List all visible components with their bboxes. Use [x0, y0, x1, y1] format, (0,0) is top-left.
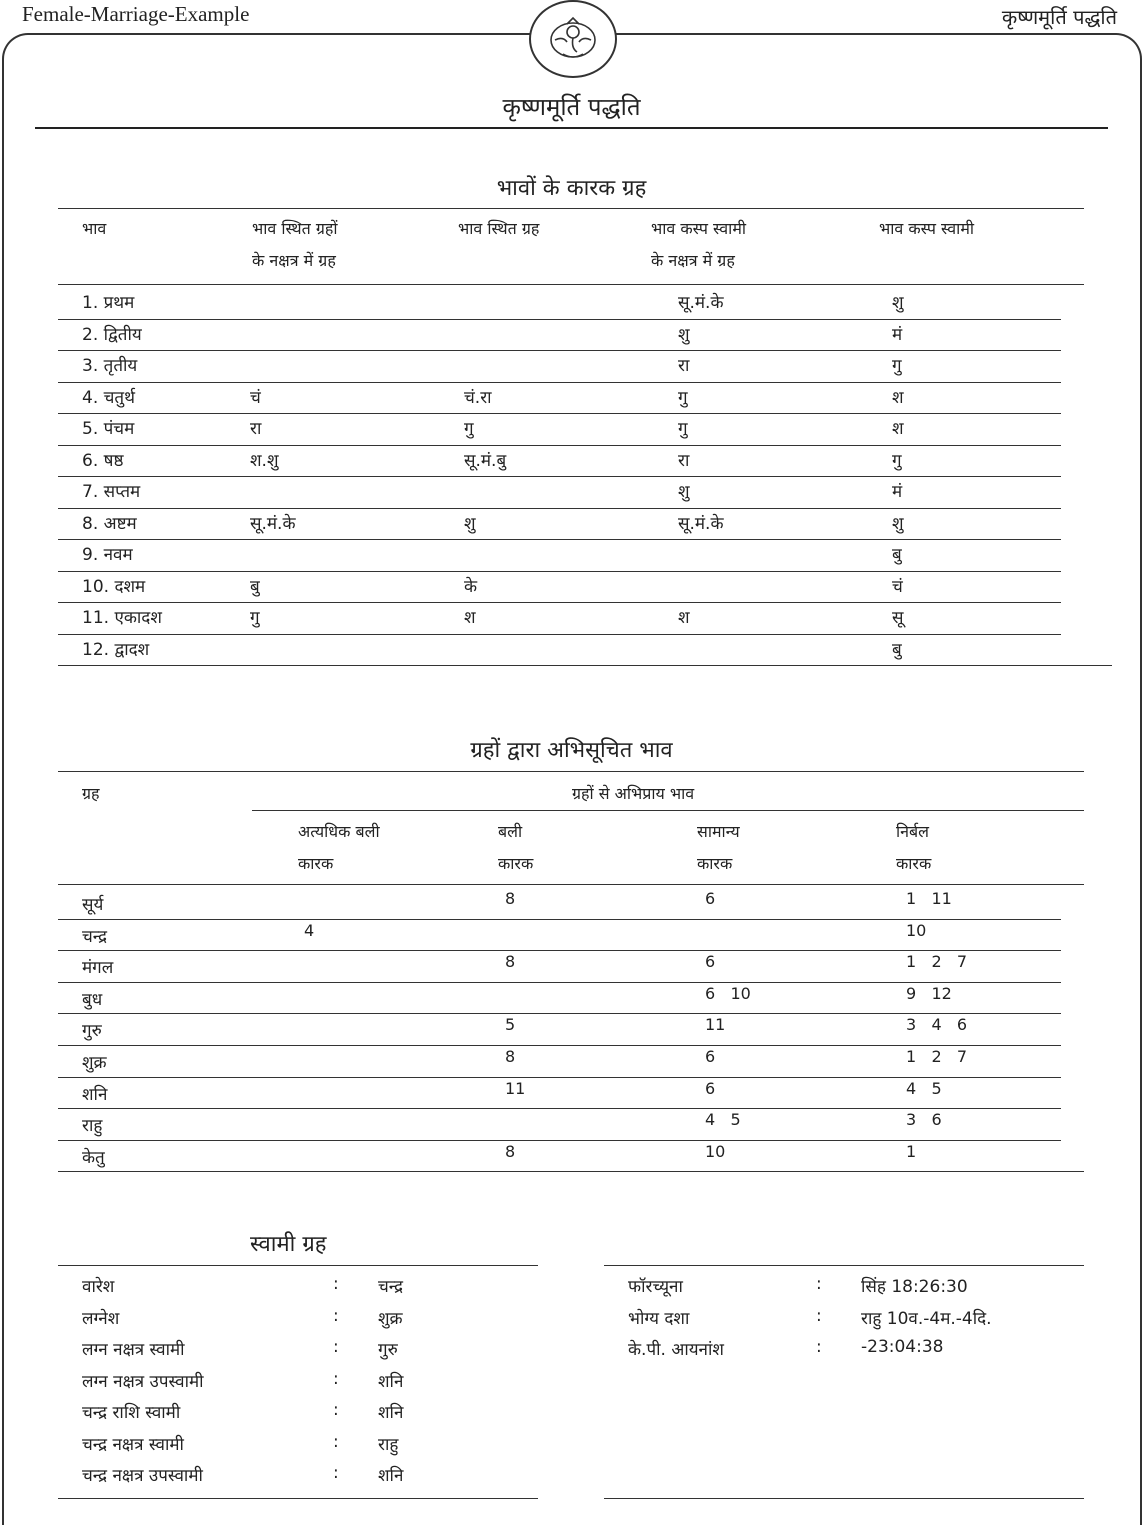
bhav-cell: चं.रा: [464, 387, 492, 408]
bhav-row-rule: [58, 539, 1061, 540]
graha-c2: 8: [505, 952, 516, 972]
graha-c4: 1: [906, 1141, 917, 1161]
swami-sep: :: [333, 1274, 339, 1294]
graha-group-header: ग्रहों से अभिप्राय भाव: [572, 784, 695, 803]
graha-row-rule: [58, 1171, 1084, 1172]
graha-c3: 6: [705, 952, 716, 972]
bhav-header-rule: [58, 284, 1084, 285]
swami-value: राहु: [378, 1434, 399, 1455]
bhav-cell: बु: [892, 545, 902, 565]
graha-name: शनि: [82, 1084, 108, 1105]
graha-row-rule: [58, 1013, 1061, 1014]
title-rule: [35, 127, 1108, 129]
bhav-cell: गु: [678, 387, 688, 408]
bhav-cell: 4. चतुर्थ: [82, 387, 135, 408]
bhav-cell: बु: [892, 639, 902, 660]
swami-sep: :: [333, 1337, 339, 1357]
bhav-cell: मं: [892, 482, 903, 502]
graha-c3: 10: [705, 1141, 726, 1161]
bhav-cell: मं: [892, 324, 903, 345]
info-sep: :: [816, 1274, 822, 1294]
bhav-cell: श: [892, 387, 904, 408]
bhav-cell: श: [892, 419, 904, 439]
swami-value: शनि: [378, 1403, 404, 1423]
swami-sep: :: [333, 1368, 339, 1389]
graha-name: बुध: [82, 989, 103, 1010]
graha-c4: 10: [906, 920, 927, 940]
swami-label: लग्नेश: [82, 1308, 120, 1329]
bhav-cell: 6. षष्ठ: [82, 450, 124, 471]
swami-label: लग्न नक्षत्र स्वामी: [82, 1340, 185, 1360]
bhav-top-rule: [58, 208, 1084, 209]
bhav-cell: सू.मं.के: [678, 293, 724, 313]
header-left-title: Female-Marriage-Example: [22, 2, 250, 26]
graha-c3: 4 5: [705, 1110, 741, 1130]
bhav-row-rule: [58, 350, 1061, 351]
graha-name: चन्द्र: [82, 926, 108, 947]
info-value: सिंह 18:26:30: [861, 1277, 968, 1297]
graha-c1: 4: [304, 920, 315, 940]
bhav-cell: के: [464, 576, 478, 597]
bhav-cell: रा: [678, 450, 690, 471]
graha-c4: 9 12: [906, 983, 952, 1003]
graha-c2: 5: [505, 1015, 516, 1035]
graha-c2: 11: [505, 1078, 526, 1098]
bhav-row-rule: [58, 319, 1061, 320]
swami-section-title: स्वामी ग्रह: [250, 1232, 327, 1257]
graha-subheader-1: बली कारक: [498, 822, 534, 873]
graha-c2: 8: [505, 889, 516, 908]
swami-top-rule: [58, 1265, 538, 1266]
graha-subheader-0: अत्यधिक बली कारक: [298, 822, 380, 873]
info-top-rule: [604, 1265, 1084, 1266]
header-right-title: कृष्णमूर्ति पद्धति: [1001, 5, 1117, 29]
graha-row-rule: [58, 1108, 1061, 1109]
bhav-cell: 9. नवम: [82, 545, 133, 565]
graha-name: राहु: [82, 1116, 103, 1137]
info-sep: :: [816, 1305, 822, 1326]
bhav-row-rule: [58, 571, 1061, 572]
graha-c3: 11: [705, 1015, 726, 1035]
graha-c2: 8: [505, 1141, 516, 1161]
graha-row-rule: [58, 1140, 1061, 1141]
bhav-cell: शु: [678, 324, 690, 345]
bhav-cell: रा: [250, 419, 262, 439]
bhav-cell: बु: [250, 576, 260, 597]
graha-c4: 1 2 7: [906, 1047, 968, 1066]
graha-c3: 6: [705, 1047, 716, 1066]
bhav-cell: चं: [250, 387, 261, 408]
ganesha-logo: [529, 0, 617, 78]
graha-c3: 6 10: [705, 983, 751, 1003]
bhav-cell: सू.मं.के: [250, 513, 296, 534]
bhav-cell: गु: [250, 608, 260, 628]
swami-value: शुक्र: [378, 1308, 403, 1329]
bhav-row-rule: [58, 413, 1061, 414]
bhav-header-3: भाव कस्प स्वामी के नक्षत्र में ग्रह: [651, 219, 747, 270]
bhav-cell: 1. प्रथम: [82, 293, 135, 313]
swami-label: वारेश: [82, 1277, 115, 1297]
graha-row-rule: [58, 982, 1061, 983]
bhav-row-rule: [58, 476, 1061, 477]
swami-label: चन्द्र राशि स्वामी: [82, 1403, 181, 1423]
bhav-cell: गु: [464, 419, 474, 439]
bhav-cell: सू.मं.के: [678, 513, 724, 534]
bhav-cell: शु: [892, 513, 904, 534]
bhav-cell: सू: [892, 608, 904, 628]
graha-group-rule: [252, 810, 1084, 811]
swami-label: लग्न नक्षत्र उपस्वामी: [82, 1371, 204, 1392]
swami-sep: :: [333, 1305, 339, 1326]
bhav-cell: 11. एकादश: [82, 608, 162, 628]
bhav-cell: 3. तृतीय: [82, 356, 138, 376]
bhav-cell: 10. दशम: [82, 576, 146, 597]
bhav-row-rule: [58, 634, 1061, 635]
graha-c4: 1 2 7: [906, 952, 968, 972]
bhav-cell: 8. अष्टम: [82, 513, 137, 534]
info-sep: :: [816, 1337, 822, 1357]
bhav-cell: 7. सप्तम: [82, 482, 141, 502]
bhav-cell: सू.मं.बु: [464, 450, 507, 471]
graha-col-header: ग्रह: [82, 784, 100, 803]
ganesha-icon: [545, 14, 601, 64]
bhav-cell: श: [464, 608, 476, 628]
bhav-section-title: भावों के कारक ग्रह: [496, 176, 647, 201]
info-label: भोग्य दशा: [628, 1308, 690, 1329]
swami-sep: :: [333, 1400, 339, 1420]
graha-c4: 1 11: [906, 889, 952, 908]
bhav-cell: गु: [892, 356, 902, 376]
graha-row-rule: [58, 919, 1061, 920]
graha-section-title: ग्रहों द्वारा अभिसूचित भाव: [470, 738, 673, 763]
info-value: -23:04:38: [861, 1337, 944, 1357]
graha-header-rule: [58, 884, 1084, 885]
graha-c3: 6: [705, 889, 716, 908]
info-label: के.पी. आयनांश: [628, 1340, 724, 1360]
swami-label: चन्द्र नक्षत्र उपस्वामी: [82, 1466, 203, 1486]
graha-name: शुक्र: [82, 1053, 107, 1073]
bhav-cell: शु: [678, 482, 690, 502]
swami-value: चन्द्र: [378, 1277, 404, 1297]
bhav-cell: 5. पंचम: [82, 419, 135, 439]
bhav-row-rule: [58, 508, 1061, 509]
page-title: कृष्णमूर्ति पद्धति: [502, 93, 641, 121]
graha-name: मंगल: [82, 958, 114, 979]
graha-subheader-2: सामान्य कारक: [697, 822, 740, 873]
bhav-cell: श.शु: [250, 450, 279, 471]
bhav-header-4: भाव कस्प स्वामी: [879, 219, 975, 238]
graha-row-rule: [58, 1045, 1061, 1046]
info-label: फॉरच्यूना: [628, 1277, 683, 1297]
bhav-row-rule: [58, 382, 1061, 383]
swami-sep: :: [333, 1431, 339, 1452]
bhav-cell: शु: [892, 293, 904, 313]
bhav-header-1: भाव स्थित ग्रहों के नक्षत्र में ग्रह: [252, 219, 338, 270]
swami-value: गुरु: [378, 1340, 398, 1360]
swami-sep: :: [333, 1463, 339, 1483]
graha-c4: 3 6: [906, 1110, 942, 1130]
info-value: राहु 10व.-4म.-4दि.: [861, 1308, 992, 1329]
graha-row-rule: [58, 1077, 1061, 1078]
bhav-row-rule: [58, 665, 1112, 666]
bhav-cell: गु: [678, 419, 688, 439]
bhav-cell: रा: [678, 356, 690, 376]
bhav-cell: श: [678, 608, 690, 628]
graha-c2: 8: [505, 1047, 516, 1066]
swami-value: शनि: [378, 1371, 404, 1392]
graha-name: गुरु: [82, 1021, 102, 1042]
swami-value: शनि: [378, 1466, 404, 1486]
info-bottom-rule: [604, 1498, 1084, 1499]
swami-bottom-rule: [58, 1498, 538, 1499]
graha-c4: 3 4 6: [906, 1015, 968, 1035]
bhav-cell: शु: [464, 513, 476, 534]
bhav-cell: गु: [892, 450, 902, 471]
graha-name: केतु: [82, 1147, 105, 1168]
bhav-cell: 12. द्वादश: [82, 639, 150, 660]
bhav-cell: 2. द्वितीय: [82, 324, 142, 345]
graha-row-rule: [58, 950, 1061, 951]
bhav-row-rule: [58, 602, 1061, 603]
bhav-cell: चं: [892, 576, 903, 597]
graha-c3: 6: [705, 1078, 716, 1098]
graha-c4: 4 5: [906, 1078, 942, 1098]
bhav-row-rule: [58, 445, 1061, 446]
bhav-header-2: भाव स्थित ग्रह: [458, 219, 540, 238]
graha-top-rule: [58, 771, 1084, 772]
bhav-header-0: भाव: [82, 219, 107, 238]
swami-label: चन्द्र नक्षत्र स्वामी: [82, 1434, 184, 1455]
graha-subheader-3: निर्बल कारक: [896, 822, 932, 873]
graha-name: सूर्य: [82, 895, 104, 915]
